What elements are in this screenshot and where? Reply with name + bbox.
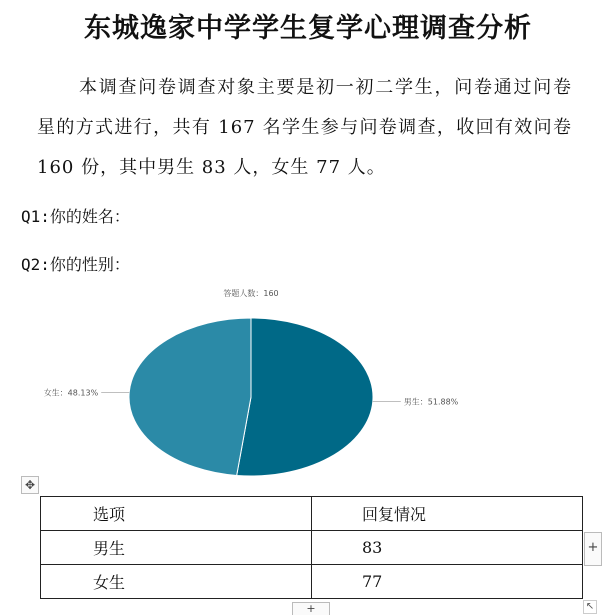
document-title: 东城逸家中学学生复学心理调查分析	[84, 13, 532, 44]
table-row	[41, 531, 583, 565]
intro-paragraph: 本调查问卷调查对象主要是初一初二学生，问卷通过问卷星的方式进行，共有 167 名学生参与问卷调查，收回有效问卷 160 份，其中男生 83 人，女生 77 人。	[37, 77, 572, 178]
add-column-plus-icon[interactable]: +	[584, 532, 602, 566]
add-row-plus-icon[interactable]: +	[292, 602, 330, 615]
table-resize-icon[interactable]: ↖	[583, 600, 597, 614]
table-row	[41, 565, 583, 599]
table-header-cell: 选项	[41, 497, 312, 531]
table-cell: 77	[312, 565, 583, 599]
question-1: Q1:你的姓名：	[21, 207, 130, 226]
pie-label-1: 女生：48.13%	[43, 388, 99, 398]
table-move-icon[interactable]: ✥	[21, 476, 39, 494]
gender-pie-chart	[0, 283, 616, 479]
pie-slice-0	[237, 318, 373, 476]
table-header-cell: 回复情况	[312, 497, 583, 531]
chart-title: 答题人数：160	[223, 289, 279, 298]
table-cell: 83	[312, 531, 583, 565]
table-cell: 男生	[41, 531, 312, 565]
table-cell: 女生	[41, 565, 312, 599]
pie-slice-1	[129, 318, 251, 475]
result-table	[40, 496, 583, 599]
question-2: Q2:你的性别：	[21, 255, 130, 274]
pie-label-0: 男生：51.88%	[403, 397, 459, 407]
table-header-row	[41, 497, 583, 531]
pie-slices	[129, 318, 373, 476]
